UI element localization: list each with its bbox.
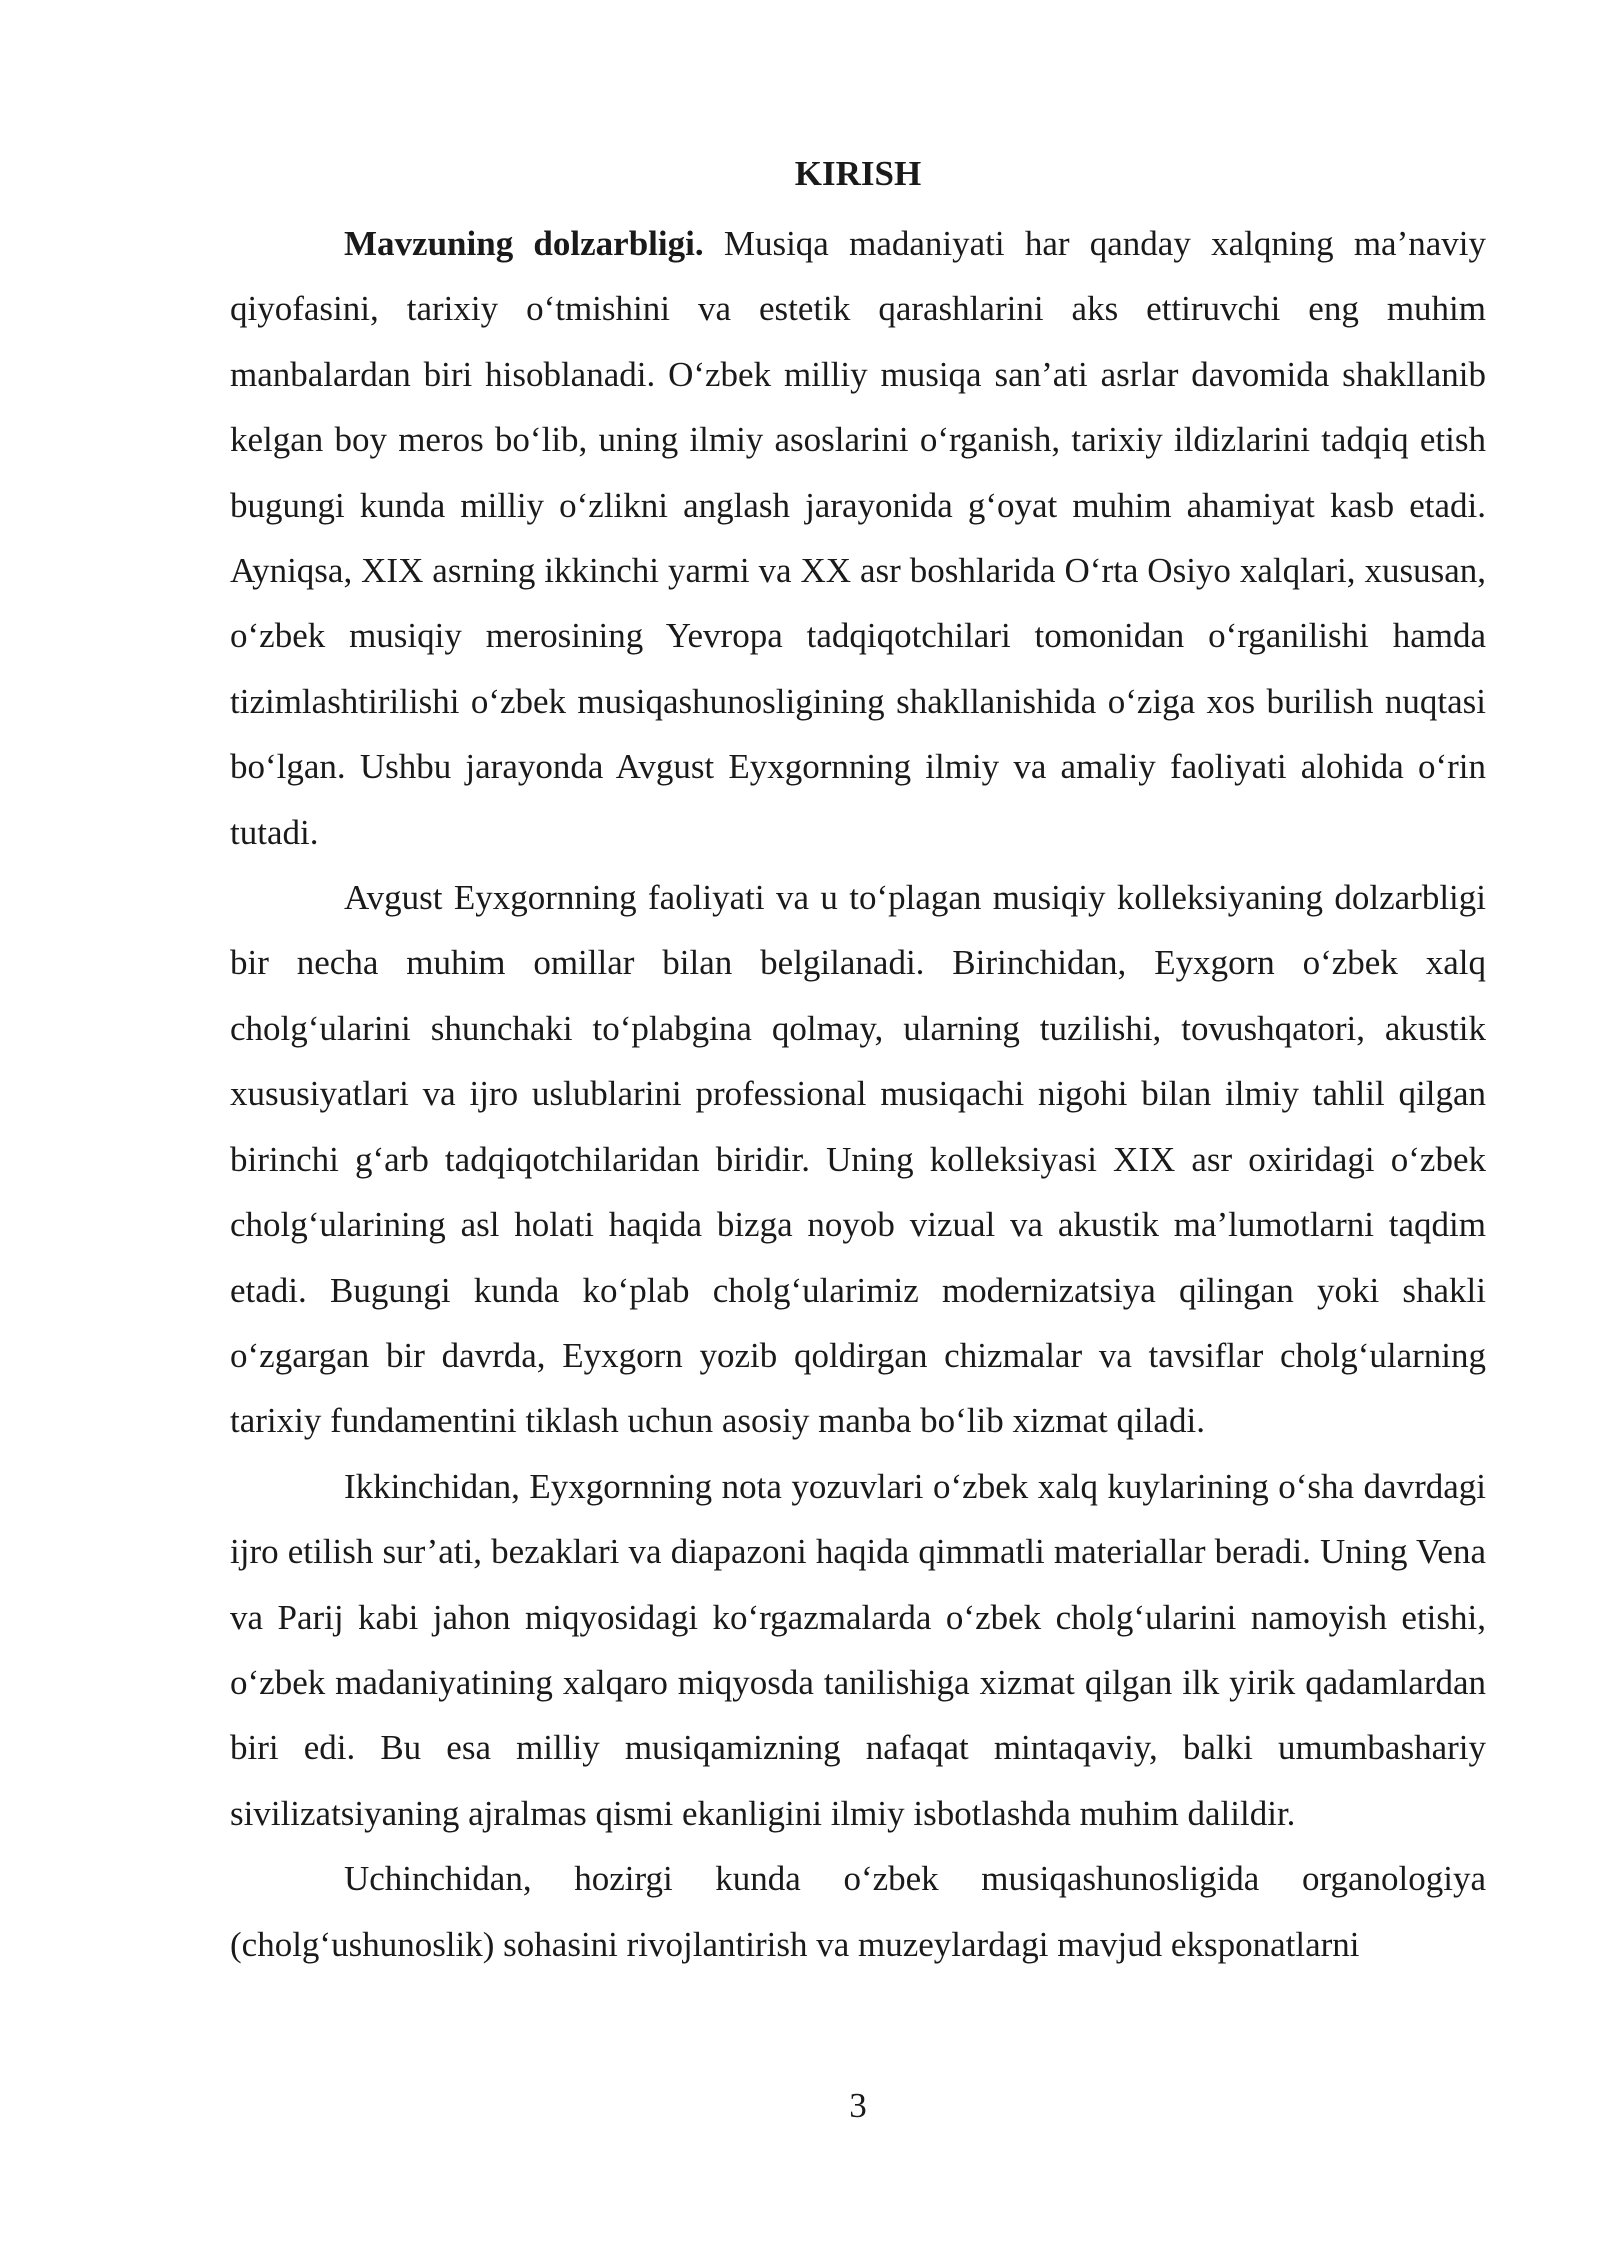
paragraph-text: Ikkinchidan, Eyxgornning nota yozuvlari o‘zbek xalq kuylarining o‘sha davrdagi ijro etilish sur’ati, bezaklari va diapazoni haqida qimmatli materiallar beradi. Uning Vena va Parij kabi jahon miqyosidagi ko‘rgazmalarda o‘zbek cholg‘ularini namoyish etishi, o‘zbek madaniyatining xalqaro miqyosda tanilishiga xizmat qilgan ilk yirik qadamlardan biri edi. Bu esa milliy musiqamizning nafaqat mintaqaviy, balki umumbashariy sivilizatsiyaning ajralmas qismi ekanligini ilmiy isbotlashda muhim dalildir. xyxy=(230,1466,1486,1833)
paragraph-lead: Mavzuning dolzarbligi. xyxy=(344,224,704,263)
section-heading: KIRISH xyxy=(794,154,922,193)
paragraph-4 xyxy=(230,1846,1486,1977)
paragraph-3 xyxy=(230,1454,1486,1846)
paragraph-2 xyxy=(230,865,1486,1454)
body-text xyxy=(230,211,1486,1977)
page-number: 3 xyxy=(849,2086,867,2125)
paragraph-1 xyxy=(230,211,1486,865)
paragraph-text: Avgust Eyxgornning faoliyati va u to‘plagan musiqiy kolleksiyaning dolzarbligi bir necha muhim omillar bilan belgilanadi. Birinchidan, Eyxgorn o‘zbek xalq cholg‘ularini shunchaki to‘plabgina qolmay, ularning tuzilishi, tovushqatori, akustik xususiyatlari va ijro uslublarini professional musiqachi nigohi bilan ilmiy tahlil qilgan birinchi g‘arb tadqiqotchilaridan biridir. Uning kolleksiyasi XIX asr oxiridagi o‘zbek cholg‘ularining asl holati haqida bizga noyob vizual va akustik ma’lumotlarni taqdim etadi. Bugungi kunda ko‘plab cholg‘ularimiz modernizatsiya qilingan yoki shakli o‘zgargan bir davrda, Eyxgorn yozib qoldirgan chizmalar va tavsiflar cholg‘ularning tarixiy fundamentini tiklash uchun asosiy manba bo‘lib xizmat qiladi. xyxy=(230,878,1486,1441)
paragraph-text: Musiqa madaniyati har qanday xalqning ma’naviy qiyofasini, tarixiy o‘tmishini va estetik qarashlarini aks ettiruvchi eng muhim manbalardan biri hisoblanadi. O‘zbek milliy musiqa san’ati asrlar davomida shakllanib kelgan boy meros bo‘lib, uning ilmiy asoslarini o‘rganish, tarixiy ildizlarini tadqiq etish bugungi kunda milliy o‘zlikni anglash jarayonida g‘oyat muhim ahamiyat kasb etadi. Ayniqsa, XIX asrning ikkinchi yarmi va XX asr boshlarida O‘rta Osiyo xalqlari, xususan, o‘zbek musiqiy merosining Yevropa tadqiqotchilari tomonidan o‘rganilishi hamda tizimlashtirilishi o‘zbek musiqashunosligining shakllanishida o‘ziga xos burilish nuqtasi bo‘lgan. Ushbu jarayonda Avgust Eyxgornning ilmiy va amaliy faoliyati alohida o‘rin tutadi. xyxy=(230,224,1486,852)
paragraph-text: Uchinchidan, hozirgi kunda o‘zbek musiqashunosligida organologiya (cholg‘ushunoslik) sohasini rivojlantirish va muzeylardagi mavjud eksponatlarni xyxy=(230,1859,1486,1964)
